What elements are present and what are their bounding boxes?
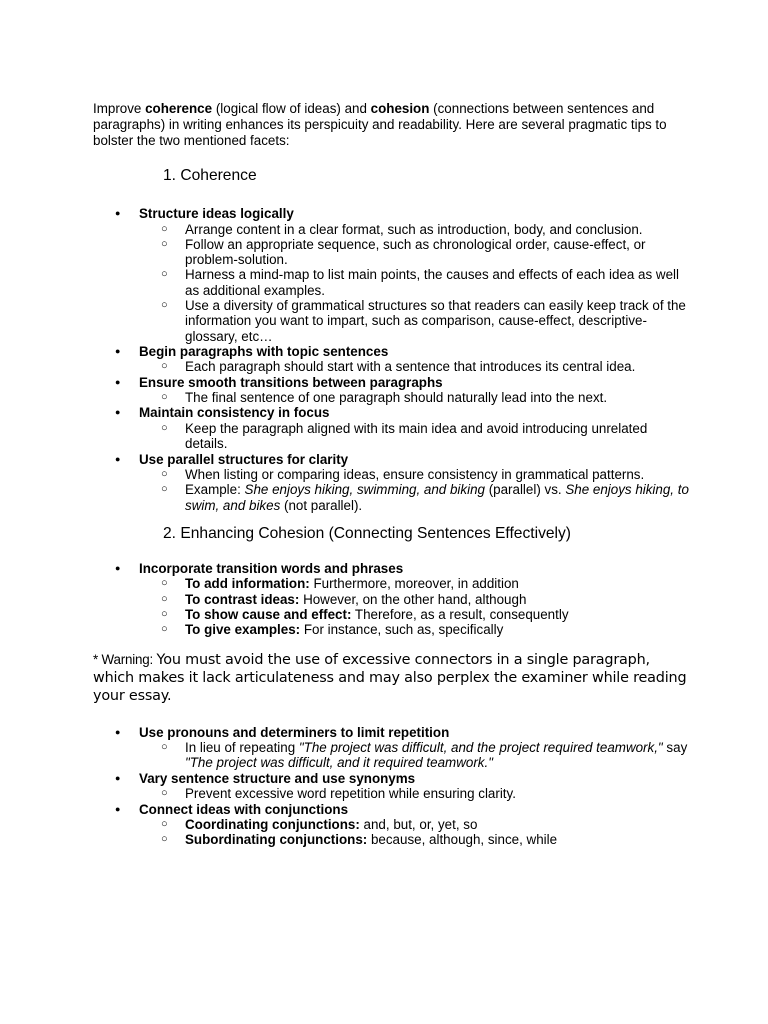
sub-list: [139, 421, 693, 452]
sub-list: [139, 786, 693, 801]
cohesion-list-continued: [93, 725, 693, 848]
sub-item-text: However, on the other hand, although: [299, 591, 527, 607]
warning-note: [93, 651, 693, 705]
sub-item-label: Coordinating conjunctions:: [185, 817, 360, 833]
sub-item-example: [139, 482, 693, 513]
item-title: Maintain consistency in focus: [139, 405, 330, 421]
sub-item: ○ When listing or comparing ideas, ensure consistency in grammatical patterns.: [139, 467, 693, 482]
sub-item: ○ Keep the paragraph aligned with its main idea and avoid introducing unrelated details.: [139, 421, 693, 452]
item-title: Ensure smooth transitions between paragraphs: [139, 374, 443, 390]
sub-item: [139, 607, 693, 622]
cohesion-item: [93, 771, 693, 802]
pronoun-quote-after: "The project was difficult, and it required teamwork.": [185, 755, 493, 771]
pronoun-quote-before: "The project was difficult, and the project required teamwork,": [298, 740, 663, 756]
pronoun-mid: say: [662, 740, 688, 756]
sub-item: ○ The final sentence of one paragraph should naturally lead into the next.: [139, 390, 693, 405]
sub-item-label: To contrast ideas:: [185, 591, 300, 607]
sub-list: [139, 467, 693, 513]
warning-label: * Warning:: [93, 651, 157, 667]
item-title: Begin paragraphs with topic sentences: [139, 343, 389, 359]
sub-item-label: Subordinating conjunctions:: [185, 832, 368, 848]
sub-item: [139, 832, 693, 847]
item-title: Connect ideas with conjunctions: [139, 801, 349, 817]
sub-item: ○ Arrange content in a clear format, such as introduction, body, and conclusion.: [139, 222, 693, 237]
sub-item-text: Therefore, as a result, consequently: [351, 607, 569, 623]
sub-item: ○ Follow an appropriate sequence, such as chronological order, cause-effect, or problem-solution.: [139, 237, 693, 268]
sub-item-label: To add information:: [185, 576, 310, 592]
section-heading-cohesion: 2. Enhancing Cohesion (Connecting Sentences Effectively): [163, 524, 571, 542]
sub-item: [139, 740, 693, 771]
document-page: [93, 101, 693, 848]
sub-item-text: Furthermore, moreover, in addition: [309, 576, 519, 592]
warning-text: You must avoid the use of excessive connectors in a single paragraph, which makes it lack articulateness and may also perplex the examiner while reading your essay.: [93, 651, 687, 704]
sub-list: [139, 740, 693, 771]
sub-item: ○ Use a diversity of grammatical structures so that readers can easily keep track of the information you want to impart, such as comparison, cause-effect, descriptive-glossary, etc…: [139, 298, 693, 344]
intro-paragraph: [93, 101, 693, 149]
coherence-list: [93, 206, 693, 513]
item-title: Use parallel structures for clarity: [139, 451, 349, 467]
intro-text-1: Improve: [93, 101, 146, 116]
sub-item: [139, 622, 693, 637]
example-tail: (not parallel).: [280, 497, 363, 513]
coherence-item: [93, 405, 693, 451]
sub-list: [139, 222, 693, 344]
item-title: Vary sentence structure and use synonyms: [139, 770, 416, 786]
example-mid: (parallel) vs.: [484, 482, 566, 498]
item-title: Use pronouns and determiners to limit repetition: [139, 724, 450, 740]
item-title: Incorporate transition words and phrases: [139, 560, 404, 576]
sub-item: [139, 576, 693, 591]
cohesion-item: [93, 802, 693, 848]
example-parallel: She enjoys hiking, swimming, and biking: [244, 482, 485, 498]
sub-item-label: To show cause and effect:: [185, 607, 352, 623]
pronoun-lead: In lieu of repeating: [185, 740, 299, 756]
sub-item-label: To give examples:: [185, 622, 301, 638]
coherence-item: [93, 206, 693, 344]
cohesion-list: [93, 561, 693, 638]
coherence-item: [93, 344, 693, 375]
cohesion-item: [93, 725, 693, 771]
intro-term-cohesion: cohesion: [370, 101, 430, 116]
intro-text-3: (connections between sentences and paragraphs) in writing enhances its perspicuity and readability. Here are several pragmatic tips to bolster the two mentioned facets:: [93, 101, 667, 148]
sub-list: [139, 817, 693, 848]
sub-item: [139, 817, 693, 832]
sub-list: [139, 390, 693, 405]
sub-item-text: and, but, or, yet, so: [359, 817, 478, 833]
item-title: Structure ideas logically: [139, 206, 294, 221]
section-heading-coherence: 1. Coherence: [163, 167, 257, 184]
sub-item: ○ Each paragraph should start with a sentence that introduces its central idea.: [139, 359, 693, 374]
intro-term-coherence: coherence: [145, 101, 213, 116]
sub-item-text: For instance, such as, specifically: [300, 622, 504, 638]
sub-item: ○ Harness a mind-map to list main points, the causes and effects of each idea as well as additional examples.: [139, 267, 693, 298]
cohesion-item: [93, 561, 693, 638]
coherence-item: [93, 452, 693, 513]
sub-list: [139, 576, 693, 637]
sub-item: ○ Prevent excessive word repetition while ensuring clarity.: [139, 786, 693, 801]
example-lead: Example:: [185, 482, 245, 498]
example-not-parallel: She enjoys hiking, to swim, and bikes: [185, 482, 689, 513]
sub-item-text: because, although, since, while: [367, 832, 558, 848]
sub-list: [139, 359, 693, 374]
intro-text-2: (logical flow of ideas) and: [212, 101, 371, 116]
coherence-item: [93, 375, 693, 406]
sub-item: [139, 592, 693, 607]
